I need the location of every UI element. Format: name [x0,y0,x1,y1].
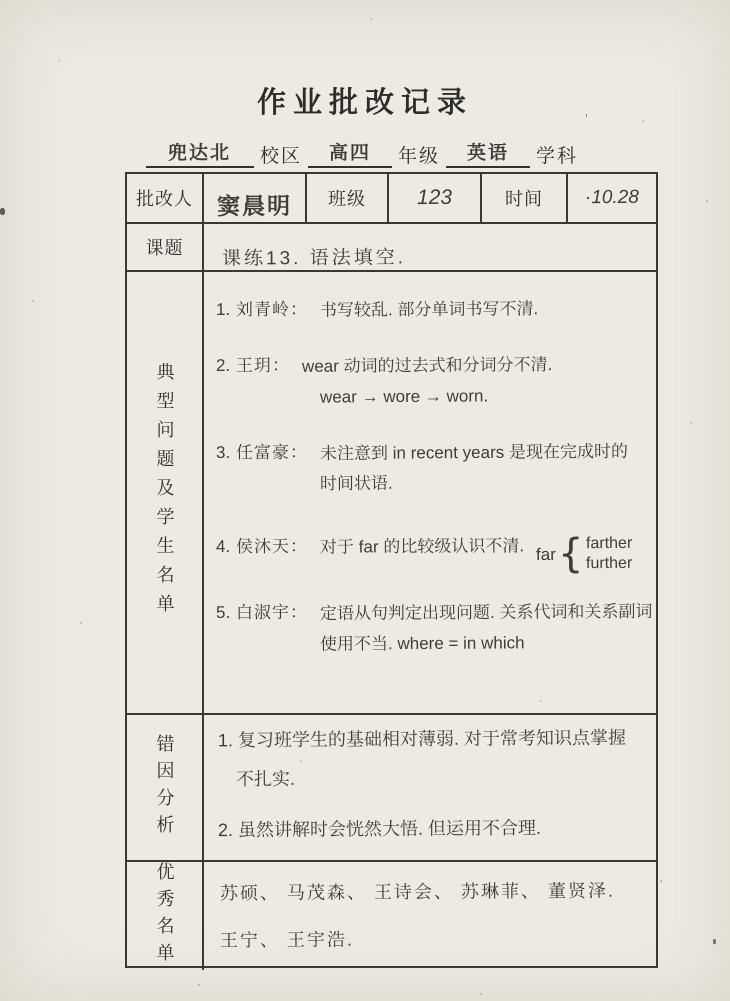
topic-row [127,224,656,272]
problem-4-number: 4. [215,536,231,556]
problems-content [204,272,659,713]
analysis-section [127,715,656,862]
subject-value: 英语 [466,142,510,165]
reviewer-label: 批改人 [127,174,204,222]
analysis-item-1-line2: 不扎实. [235,768,296,790]
problem-item-5 [216,601,653,655]
problem-1-student: 刘青岭： [236,299,309,320]
problem-5-text-line2: 使用不当. where = in which [319,633,525,654]
problem-item-3 [216,441,653,495]
problem-item-4 [215,528,653,577]
topic-value-cell [204,224,656,270]
header-row [127,174,656,224]
problem-2-number: 2. [215,355,231,376]
excellent-label-cell [127,862,204,970]
time-value: ·10.28 [584,186,640,209]
subtitle-line [0,138,730,168]
brace-glyph: { [558,530,584,577]
excellent-names-line1: 苏硕、 马茂森、 王诗会、 苏琳菲、 董贤泽. [219,880,616,904]
class-value-cell [389,174,482,222]
far-options [586,534,632,574]
problem-5-number: 5. [215,602,231,623]
grade-value: 高四 [328,142,372,165]
problem-5-text: 定语从句判定出现问题. 关系代词和关系副词 [320,601,653,624]
analysis-item-1-line1: 1. 复习班学生的基础相对薄弱. 对于常考知识点掌握 [217,727,627,751]
reviewer-name: 窦晨明 [216,192,293,219]
problems-label-cell [127,272,204,713]
class-number: 123 [416,185,453,210]
reviewer-value-cell [204,174,307,222]
problem-3-number: 3. [215,442,231,463]
problem-2-student: 王玥： [236,355,291,376]
problem-4-text: 对于 far 的比较级认识不清. [320,536,525,557]
problems-label: 典型问题及学生名单 [154,362,175,623]
campus-value: 兜达北 [168,142,232,165]
problem-item-1 [216,298,653,321]
problem-3-text-line2: 时间状语. [319,473,393,494]
problem-item-2 [216,354,653,408]
problem-4-student: 侯沐天： [236,536,309,557]
analysis-item-2: 2. 虽然讲解时会恍然大悟. 但运用不合理. [217,817,542,841]
page-title: 作业批改记录 [256,87,473,119]
analysis-label: 错因分析 [154,733,175,842]
problems-section [127,272,656,715]
problem-5-student: 白淑宇： [236,602,309,623]
time-value-cell [568,174,656,222]
problem-2-text: wear 动词的过去式和分词分不清. [302,355,553,376]
analysis-content [204,715,656,860]
far-option-further: further [585,554,632,573]
topic-value: 课练13. 语法填空. [221,247,407,270]
grade-label: 年级 [397,146,440,167]
problem-1-text: 书写较乱. 部分单词书写不清. [320,299,539,320]
topic-label: 课题 [127,224,204,270]
analysis-label-cell [127,715,204,860]
campus-label: 校区 [259,146,302,167]
excellent-names-line2: 王宁、 王宇浩. [219,929,355,951]
excellent-content [204,862,656,970]
problem-3-student: 任富豪： [236,442,309,463]
far-comparison-note [536,530,632,577]
far-word: far [536,544,557,564]
subject-label: 学科 [536,146,579,167]
far-option-farther: farther [585,534,632,553]
problem-3-text: 未注意到 in recent years 是现在完成时的 [320,441,629,464]
excellent-label: 优秀名单 [154,862,175,970]
time-label: 时间 [482,174,568,222]
problem-1-number: 1. [215,299,231,320]
class-label: 班级 [307,174,389,222]
record-table [125,172,658,968]
excellent-section [127,862,656,970]
problem-2-text-line2: wear → wore → worn. [319,386,489,407]
